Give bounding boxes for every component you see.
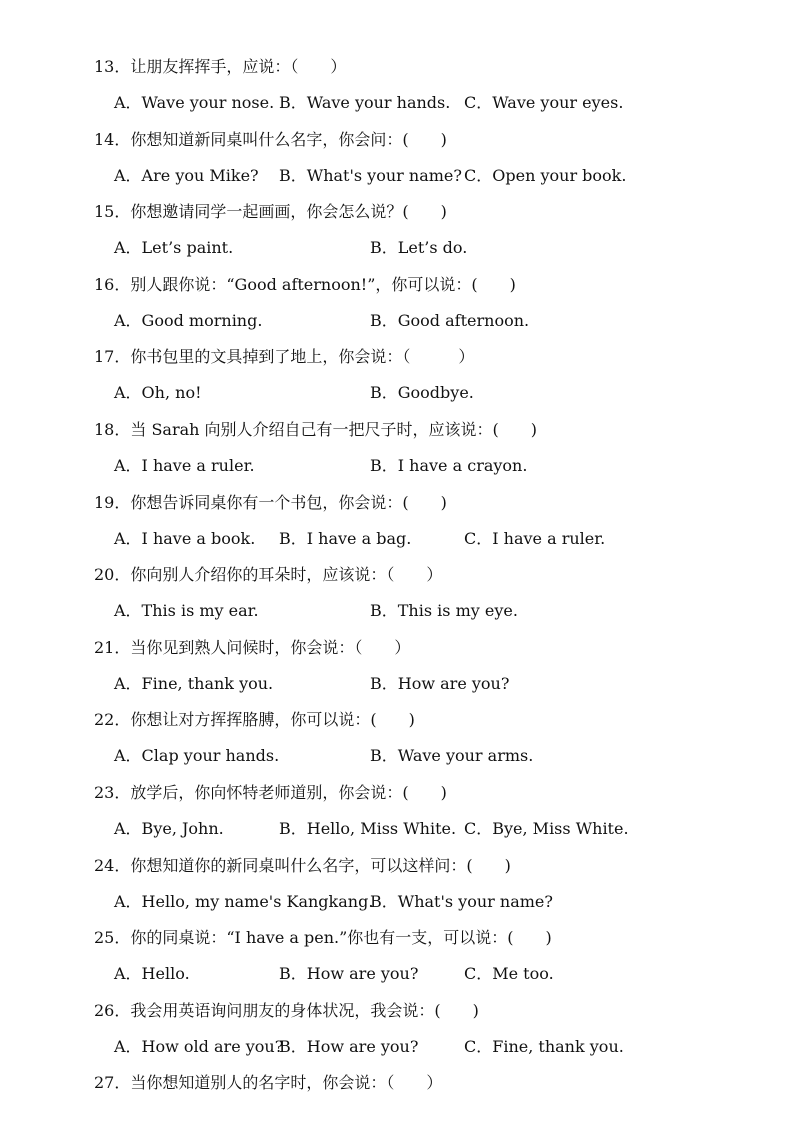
- answer-option[interactable]: A．How old are you?: [114, 1037, 284, 1056]
- question-stem: 22．你想让对方挥挥胳膊，你可以说：( ): [94, 710, 415, 729]
- answer-option[interactable]: B．How are you?: [279, 1037, 419, 1056]
- question-stem: 19．你想告诉同桌你有一个书包，你会说：( ): [94, 493, 447, 512]
- question-stem: 15．你想邀请同学一起画画，你会怎么说？( ): [94, 202, 447, 221]
- question-stem: 20．你向别人介绍你的耳朵时，应该说：（ ）: [94, 565, 443, 584]
- answer-option[interactable]: B．What's your name?: [370, 892, 553, 911]
- question-stem: 27．当你想知道别人的名字时，你会说：（ ）: [94, 1073, 443, 1092]
- answer-option[interactable]: A．Fine, thank you.: [114, 674, 274, 693]
- answer-option[interactable]: A．Good morning.: [114, 311, 263, 330]
- answer-option[interactable]: A．Are you Mike?: [114, 166, 259, 185]
- question-stem: 24．你想知道你的新同桌叫什么名字，可以这样问：( ): [94, 856, 511, 875]
- answer-option[interactable]: C．Open your book.: [464, 166, 627, 185]
- answer-option[interactable]: B．Wave your arms.: [370, 746, 534, 765]
- question-stem: 14．你想知道新同桌叫什么名字，你会问：( ): [94, 130, 447, 149]
- answer-option[interactable]: B．Goodbye.: [370, 383, 474, 402]
- answer-option[interactable]: B．How are you?: [370, 674, 510, 693]
- answer-option[interactable]: B．Let’s do.: [370, 238, 468, 257]
- question-stem: 16．别人跟你说：“Good afternoon!”，你可以说：( ): [94, 275, 516, 294]
- answer-option[interactable]: B．I have a bag.: [279, 529, 412, 548]
- question-stem: 17．你书包里的文具掉到了地上，你会说：（ ）: [94, 347, 475, 366]
- answer-option[interactable]: C．Fine, thank you.: [464, 1037, 624, 1056]
- answer-option[interactable]: A．I have a ruler.: [114, 456, 255, 475]
- question-stem: 25．你的同桌说：“I have a pen.”你也有一支，可以说：( ): [94, 928, 552, 947]
- answer-option[interactable]: C．Me too.: [464, 964, 554, 983]
- question-stem: 23．放学后，你向怀特老师道别，你会说：( ): [94, 783, 447, 802]
- answer-option[interactable]: B．How are you?: [279, 964, 419, 983]
- answer-option[interactable]: A．Let’s paint.: [114, 238, 234, 257]
- question-stem: 26．我会用英语询问朋友的身体状况，我会说：( ): [94, 1001, 479, 1020]
- answer-option[interactable]: C．I have a ruler.: [464, 529, 606, 548]
- question-stem: 18．当 Sarah 向别人介绍自己有一把尺子时，应该说：( ): [94, 420, 538, 439]
- answer-option[interactable]: A．Bye, John.: [114, 819, 224, 838]
- answer-option[interactable]: A．Hello, my name's Kangkang.: [114, 892, 374, 911]
- question-stem: 21．当你见到熟人问候时，你会说：（ ）: [94, 638, 411, 657]
- answer-option[interactable]: A．I have a book.: [114, 529, 256, 548]
- answer-option[interactable]: C．Wave your eyes.: [464, 93, 624, 112]
- answer-option[interactable]: A．Clap your hands.: [114, 746, 280, 765]
- answer-option[interactable]: B．Good afternoon.: [370, 311, 530, 330]
- answer-option[interactable]: B．I have a crayon.: [370, 456, 528, 475]
- question-stem: 13．让朋友挥挥手，应说：（ ）: [94, 57, 347, 76]
- answer-option[interactable]: B．Hello, Miss White.: [279, 819, 457, 838]
- answer-option[interactable]: A．This is my ear.: [114, 601, 259, 620]
- answer-option[interactable]: B．This is my eye.: [370, 601, 518, 620]
- answer-option[interactable]: C．Bye, Miss White.: [464, 819, 629, 838]
- answer-option[interactable]: A．Wave your nose.: [114, 93, 275, 112]
- answer-option[interactable]: A．Oh, no!: [114, 383, 202, 402]
- answer-option[interactable]: B．Wave your hands.: [279, 93, 451, 112]
- answer-option[interactable]: A．Hello.: [114, 964, 190, 983]
- answer-option[interactable]: B．What's your name?: [279, 166, 462, 185]
